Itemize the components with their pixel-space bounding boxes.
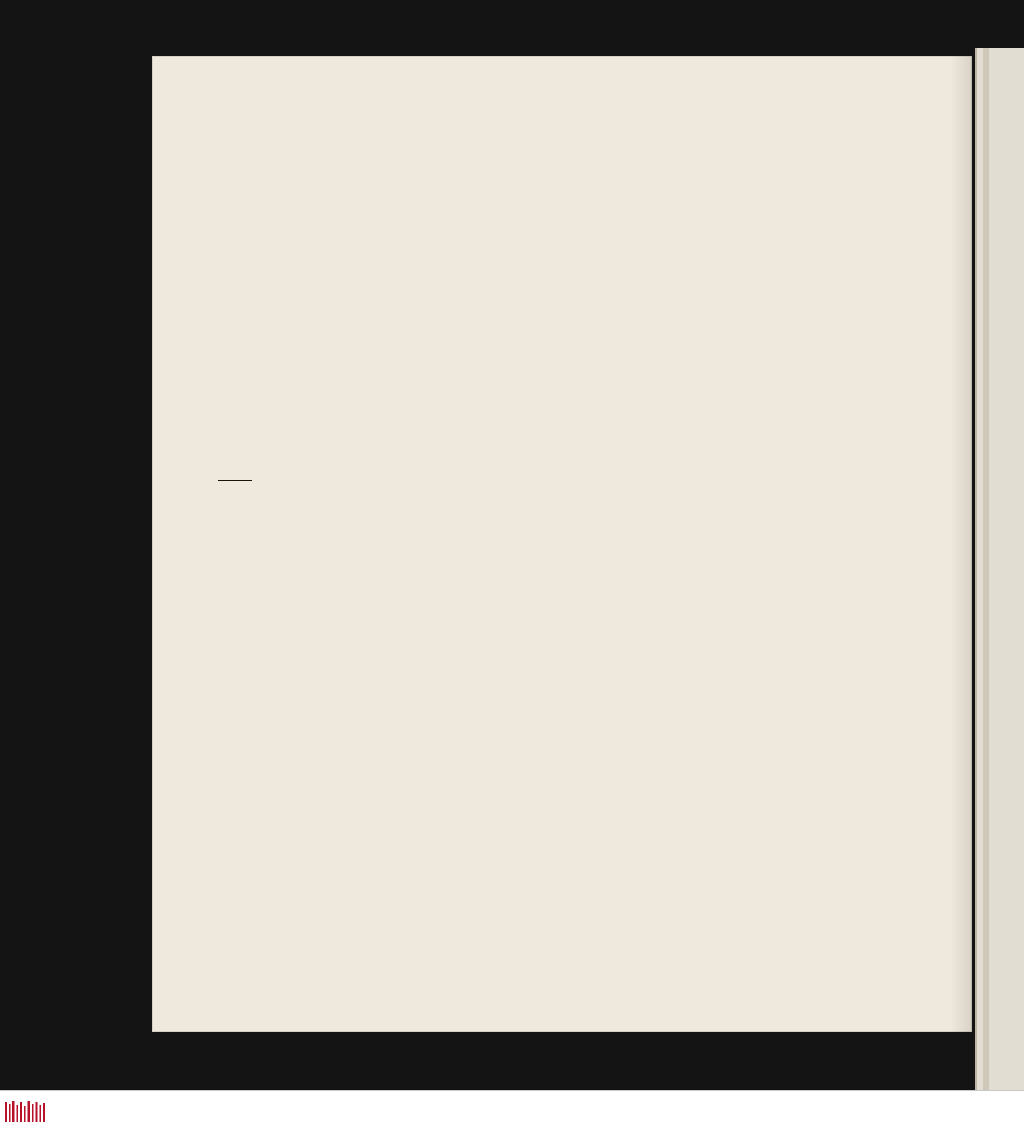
page-gutter — [983, 48, 989, 1090]
page-edge-shadow — [950, 56, 972, 1032]
viewer-footer — [0, 1090, 1024, 1131]
hab-barcode-logo-icon — [4, 1100, 46, 1124]
book-page — [152, 56, 972, 1032]
caput-rule — [218, 480, 252, 481]
adjacent-page-edge — [975, 48, 1024, 1090]
